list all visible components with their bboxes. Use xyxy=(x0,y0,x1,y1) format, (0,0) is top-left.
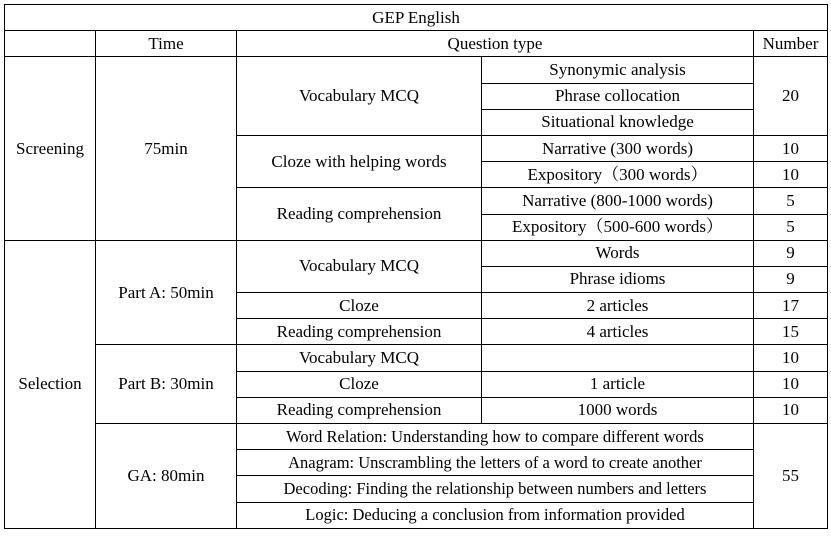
part-a-reading-type: Reading comprehension xyxy=(237,319,482,345)
screening-cloze-subtype: Narrative (300 words) xyxy=(482,135,754,161)
header-number: Number xyxy=(754,31,828,57)
ga-item: Decoding: Finding the relationship between numbers and letters xyxy=(237,476,754,502)
table-row xyxy=(5,345,828,371)
table-row xyxy=(5,424,828,450)
header-time: Time xyxy=(96,31,237,57)
section-label-selection: Selection xyxy=(5,240,96,528)
part-b-reading-type: Reading comprehension xyxy=(237,397,482,423)
screening-vocab-subtype: Phrase collocation xyxy=(482,83,754,109)
screening-cloze-subtype: Expository（300 words） xyxy=(482,162,754,188)
part-b-time: Part B: 30min xyxy=(96,345,237,424)
part-b-reading-subtype: 1000 words xyxy=(482,397,754,423)
part-a-cloze-type: Cloze xyxy=(237,293,482,319)
screening-cloze-number: 10 xyxy=(754,135,828,161)
screening-time: 75min xyxy=(96,57,237,240)
part-a-vocab-number: 9 xyxy=(754,266,828,292)
ga-time: GA: 80min xyxy=(96,424,237,529)
screening-vocab-type: Vocabulary MCQ xyxy=(237,57,482,136)
part-b-vocab-number: 10 xyxy=(754,345,828,371)
ga-item: Word Relation: Understanding how to compare different words xyxy=(237,424,754,450)
header-question-type: Question type xyxy=(237,31,754,57)
screening-reading-subtype: Expository（500-600 words） xyxy=(482,214,754,240)
part-a-reading-subtype: 4 articles xyxy=(482,319,754,345)
part-b-vocab-type: Vocabulary MCQ xyxy=(237,345,482,371)
table-title-row xyxy=(5,5,828,31)
screening-vocab-number: 20 xyxy=(754,57,828,136)
part-b-vocab-subtype xyxy=(482,345,754,371)
screening-reading-type: Reading comprehension xyxy=(237,188,482,240)
part-a-time: Part A: 50min xyxy=(96,240,237,345)
table-row xyxy=(5,240,828,266)
part-a-cloze-subtype: 2 articles xyxy=(482,293,754,319)
table-header-row xyxy=(5,31,828,57)
part-b-reading-number: 10 xyxy=(754,397,828,423)
header-blank xyxy=(5,31,96,57)
ga-item: Anagram: Unscrambling the letters of a word to create another xyxy=(237,450,754,476)
screening-cloze-type: Cloze with helping words xyxy=(237,135,482,187)
screening-reading-subtype: Narrative (800-1000 words) xyxy=(482,188,754,214)
ga-item: Logic: Deducing a conclusion from information provided xyxy=(237,502,754,528)
screening-vocab-subtype: Situational knowledge xyxy=(482,109,754,135)
screening-reading-number: 5 xyxy=(754,214,828,240)
gep-english-table xyxy=(4,4,828,529)
table-title: GEP English xyxy=(5,5,828,31)
screening-reading-number: 5 xyxy=(754,188,828,214)
part-b-cloze-number: 10 xyxy=(754,371,828,397)
ga-number: 55 xyxy=(754,424,828,529)
part-a-cloze-number: 17 xyxy=(754,293,828,319)
screening-cloze-number: 10 xyxy=(754,162,828,188)
part-b-cloze-type: Cloze xyxy=(237,371,482,397)
part-b-cloze-subtype: 1 article xyxy=(482,371,754,397)
part-a-vocab-subtype: Words xyxy=(482,240,754,266)
screening-vocab-subtype: Synonymic analysis xyxy=(482,57,754,83)
table-row xyxy=(5,57,828,83)
section-label-screening: Screening xyxy=(5,57,96,240)
part-a-vocab-number: 9 xyxy=(754,240,828,266)
part-a-vocab-type: Vocabulary MCQ xyxy=(237,240,482,292)
part-a-vocab-subtype: Phrase idioms xyxy=(482,266,754,292)
part-a-reading-number: 15 xyxy=(754,319,828,345)
